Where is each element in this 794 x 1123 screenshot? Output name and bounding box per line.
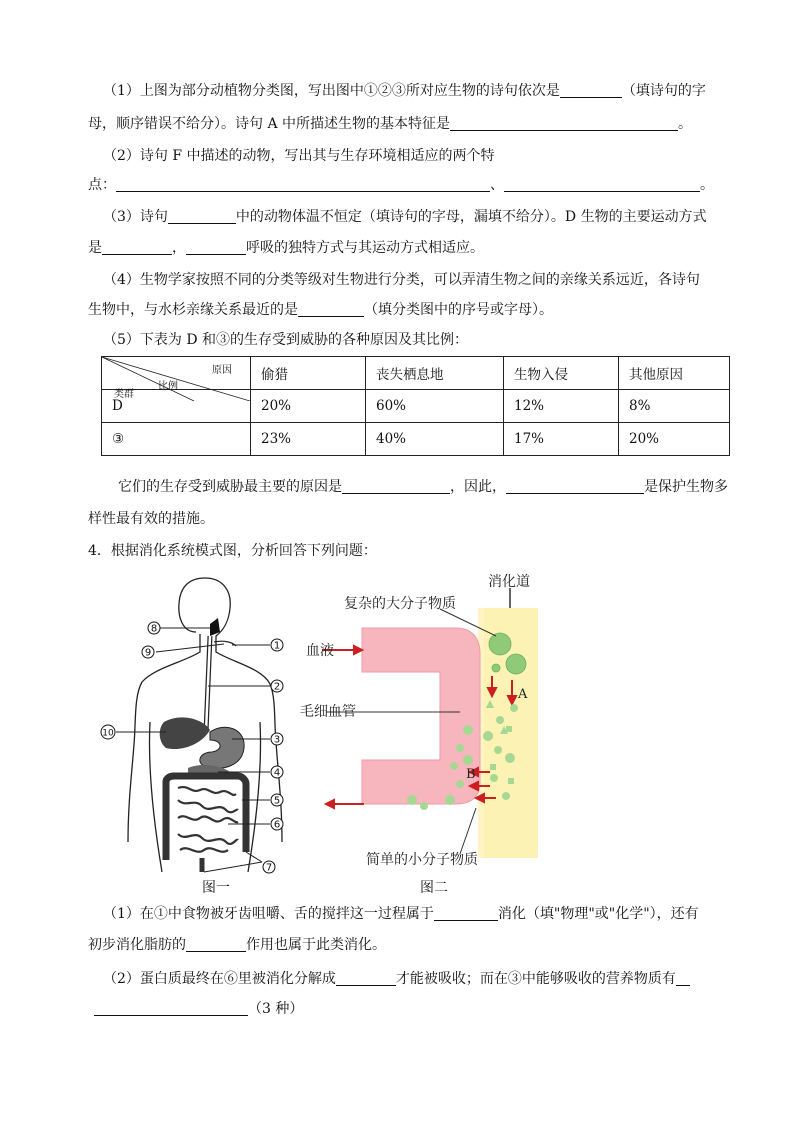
figure2-caption: 图二 xyxy=(420,880,448,896)
table-header-row xyxy=(102,357,730,390)
absorption-figure xyxy=(300,568,540,878)
label-8: 8 xyxy=(150,623,158,635)
q4-title: 4．根据消化系统模式图，分析回答下列问题： xyxy=(88,543,377,559)
answer-blank[interactable] xyxy=(94,999,248,1016)
q3-part5-line1: 它们的生存受到威胁最主要的原因是 ，因此， 是保护生物多 xyxy=(118,479,728,495)
table-row-label: ③ xyxy=(102,423,251,456)
label-2: 2 xyxy=(273,681,281,693)
answer-blank[interactable] xyxy=(116,175,490,192)
answer-blank[interactable] xyxy=(186,935,246,952)
answer-blank[interactable] xyxy=(336,969,396,986)
answer-blank[interactable] xyxy=(102,238,172,255)
answer-blank[interactable] xyxy=(506,477,644,494)
q4-part1-line1: （1）在①中食物被牙齿咀嚼、舌的搅拌这一过程属于 消化（填"物理"或"化学"），还有 xyxy=(103,906,699,922)
answer-blank[interactable] xyxy=(168,207,236,224)
label-1: 1 xyxy=(273,640,281,652)
q3-part4-line1: （4）生物学家按照不同的分类等级对生物进行分类，可以弄清生物之间的亲缘关系远近，各诗句 xyxy=(103,272,700,288)
table-header-cell: 偷猎 xyxy=(251,357,366,390)
q4-part2-line1: （2）蛋白质最终在⑥里被消化分解成 才能被吸收；而在③中能够吸收的营养物质有 xyxy=(103,968,690,990)
table-cell: 40% xyxy=(366,423,504,456)
q4-part2-line2: （3 种） xyxy=(94,998,303,1020)
label-3: 3 xyxy=(273,734,281,746)
label-9: 9 xyxy=(144,647,152,659)
label-4: 4 xyxy=(273,767,281,779)
answer-blank[interactable] xyxy=(504,175,700,192)
answer-blank[interactable] xyxy=(434,904,498,921)
table-row-label: D xyxy=(102,390,251,423)
q3-part3-line2: 是 ， 呼吸的独特方式与其运动方式相适应。 xyxy=(88,240,484,256)
label-simple-molecules: 简单的小分子物质 xyxy=(366,852,478,868)
table-row xyxy=(102,423,730,456)
q3-part1-line1: （1）上图为部分动植物分类图，写出图中①②③所对应生物的诗句依次是 （填诗句的字 xyxy=(103,83,706,99)
table-cell: 60% xyxy=(366,390,504,423)
figure1-caption: 图一 xyxy=(202,880,230,896)
label-7: 7 xyxy=(265,862,273,874)
answer-blank[interactable] xyxy=(298,300,364,317)
table-cell: 20% xyxy=(619,423,730,456)
table-header-cell: 丧失栖息地 xyxy=(366,357,504,390)
corner-cause-label: 原因 xyxy=(212,365,232,376)
label-5: 5 xyxy=(273,795,281,807)
table-cell: 20% xyxy=(251,390,366,423)
q3-part2-line1: （2）诗句 F 中描述的动物，写出其与生存环境相适应的两个特 xyxy=(103,148,495,164)
answer-blank[interactable] xyxy=(560,81,622,98)
corner-group-label: 类群 xyxy=(114,389,134,400)
table-header-cell: 其他原因 xyxy=(619,357,730,390)
q3-part4-line2: 生物中，与水杉亲缘关系最近的是 （填分类图中的序号或字母）。 xyxy=(88,302,553,318)
table-cell: 17% xyxy=(504,423,619,456)
answer-blank[interactable] xyxy=(676,969,690,986)
q3-part3-line1: （3）诗句 中的动物体温不恒定（填诗句的字母，漏填不给分）。D 生物的主要运动方式 xyxy=(103,209,707,225)
q3-part5-line2: 样性最有效的措施。 xyxy=(88,511,214,527)
table-header-cell: 生物入侵 xyxy=(504,357,619,390)
answer-blank[interactable] xyxy=(186,238,246,255)
label-capillary: 毛细血管 xyxy=(300,704,356,720)
q3-part1-line2: 母，顺序错误不给分）。诗句 A 中所描述生物的基本特征是 。 xyxy=(88,116,693,132)
liver xyxy=(160,717,210,749)
q3-part5-intro: （5）下表为 D 和③的生存受到威胁的各种原因及其比例： xyxy=(103,332,469,348)
corner-ratio-label: 比例 xyxy=(158,381,178,392)
table-cell: 12% xyxy=(504,390,619,423)
threat-table xyxy=(101,356,730,456)
capillary-vessel xyxy=(362,628,480,804)
q4-part1-line2: 初步消化脂肪的 作用也属于此类消化。 xyxy=(88,937,386,953)
table-corner-cell xyxy=(102,357,251,400)
answer-blank[interactable] xyxy=(342,477,450,494)
digestive-system-figure xyxy=(92,572,307,894)
label-10: 10 xyxy=(102,728,114,739)
label-6: 6 xyxy=(273,819,281,831)
small-intestine xyxy=(178,787,238,852)
label-a: A xyxy=(518,687,528,702)
table-cell: 23% xyxy=(251,423,366,456)
label-complex-molecules: 复杂的大分子物质 xyxy=(344,596,456,612)
label-blood: 血液 xyxy=(306,643,334,659)
table-cell: 8% xyxy=(619,390,730,423)
label-digestive-tract: 消化道 xyxy=(488,574,530,590)
label-b: B xyxy=(466,767,476,782)
answer-blank[interactable] xyxy=(450,114,678,131)
q3-part2-line2: 点： 、 。 xyxy=(88,177,714,193)
